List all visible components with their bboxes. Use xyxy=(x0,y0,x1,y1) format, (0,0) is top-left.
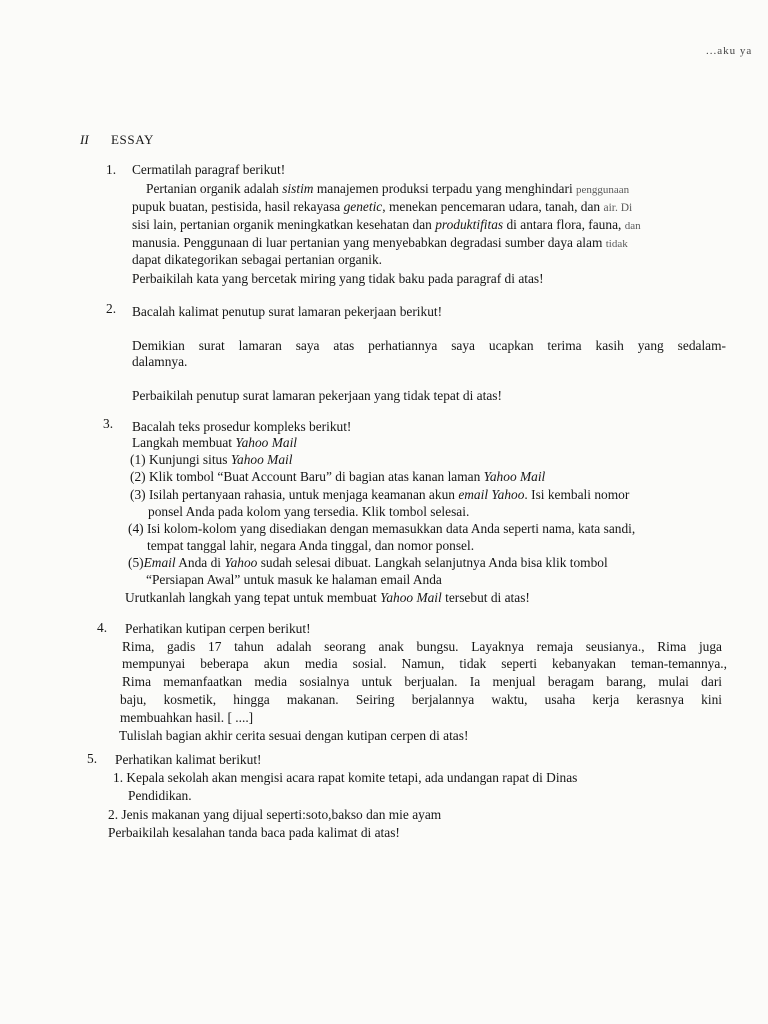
procedure-step-continued: ponsel Anda pada kolom yang tersedia. Klik tombol selesai. xyxy=(148,504,470,519)
paragraph-line: manusia. Penggunaan di luar pertanian yang menyebabkan degradasi sumber daya alam tidak xyxy=(132,235,628,250)
question-prompt: Bacalah teks prosedur kompleks berikut! xyxy=(132,419,352,434)
question-number: 2. xyxy=(106,301,117,316)
corner-fragment: ...aku ya xyxy=(706,45,753,57)
letter-closing-line: Demikian surat lamaran saya atas perhatiannya saya ucapkan terima kasih yang sedalam- xyxy=(132,338,726,353)
paragraph-line: pupuk buatan, pestisida, hasil rekayasa genetic, menekan pencemaran udara, tanah, dan air. Di xyxy=(132,199,633,214)
procedure-step: (4) Isi kolom-kolom yang disediakan dengan memasukkan data Anda seperti nama, kata sandi, xyxy=(128,521,636,536)
question-task: Perbaikilah penutup surat lamaran pekerjaan yang tidak tepat di atas! xyxy=(132,388,502,403)
paragraph-line: sisi lain, pertanian organik meningkatkan kesehatan dan produktifitas di antara flora, fauna, dan xyxy=(132,217,641,232)
section-title: ESSAY xyxy=(111,132,154,147)
question-number: 4. xyxy=(97,620,108,635)
sentence-item: 1. Kepala sekolah akan mengisi acara rapat komite tetapi, ada undangan rapat di Dinas xyxy=(113,770,578,785)
story-line: baju, kosmetik, hingga makanan. Seiring berjalannya waktu, usaha kerja kerasnya kini xyxy=(120,692,722,707)
procedure-step: (5)Email Anda di Yahoo sudah selesai dibuat. Langkah selanjutnya Anda bisa klik tombol xyxy=(128,555,608,570)
letter-closing-line: dalamnya. xyxy=(132,354,188,369)
story-line: Rima memanfaatkan media sosialnya untuk berjualan. Ia menjual beragam barang, mulai dari xyxy=(122,674,722,689)
question-number: 1. xyxy=(106,162,117,177)
question-number: 5. xyxy=(87,751,98,766)
procedure-step: (3) Isilah pertanyaan rahasia, untuk menjaga keamanan akun email Yahoo. Isi kembali nomor xyxy=(130,487,630,502)
story-line: Rima, gadis 17 tahun adalah seorang anak bungsu. Layaknya remaja seusianya., Rima juga xyxy=(122,639,722,654)
sentence-item: 2. Jenis makanan yang dijual seperti:soto,bakso dan mie ayam xyxy=(108,807,442,822)
procedure-step-continued: “Persiapan Awal” untuk masuk ke halaman email Anda xyxy=(146,572,442,587)
paragraph-line: dapat dikategorikan sebagai pertanian organik. xyxy=(132,252,382,267)
procedure-step: (2) Klik tombol “Buat Account Baru” di bagian atas kanan laman Yahoo Mail xyxy=(130,469,546,484)
procedure-step-continued: tempat tanggal lahir, negara Anda tinggal, dan nomor ponsel. xyxy=(147,538,475,553)
question-task: Perbaikilah kata yang bercetak miring yang tidak baku pada paragraf di atas! xyxy=(132,271,544,286)
paragraph-line: Pertanian organik adalah sistim manajemen produksi terpadu yang menghindari penggunaan xyxy=(146,181,630,196)
sentence-item-continued: Pendidikan. xyxy=(128,788,192,803)
question-prompt: Bacalah kalimat penutup surat lamaran pekerjaan berikut! xyxy=(132,304,443,319)
story-line: membuahkan hasil. [ ....] xyxy=(120,710,254,725)
question-number: 3. xyxy=(103,416,114,431)
story-line: mempunyai beberapa akun media sosial. Namun, tidak seperti kebanyakan teman-temannya., xyxy=(122,656,727,671)
question-prompt: Perhatikan kutipan cerpen berikut! xyxy=(125,621,311,636)
question-prompt: Perhatikan kalimat berikut! xyxy=(115,752,262,767)
procedure-step: (1) Kunjungi situs Yahoo Mail xyxy=(130,452,293,467)
question-prompt: Cermatilah paragraf berikut! xyxy=(132,162,286,177)
question-task: Perbaikilah kesalahan tanda baca pada kalimat di atas! xyxy=(108,825,400,840)
question-task: Tulislah bagian akhir cerita sesuai dengan kutipan cerpen di atas! xyxy=(119,728,469,743)
section-number: II xyxy=(80,132,89,147)
procedure-heading: Langkah membuat Yahoo Mail xyxy=(132,435,298,450)
question-task: Urutkanlah langkah yang tepat untuk membuat Yahoo Mail tersebut di atas! xyxy=(125,590,530,605)
